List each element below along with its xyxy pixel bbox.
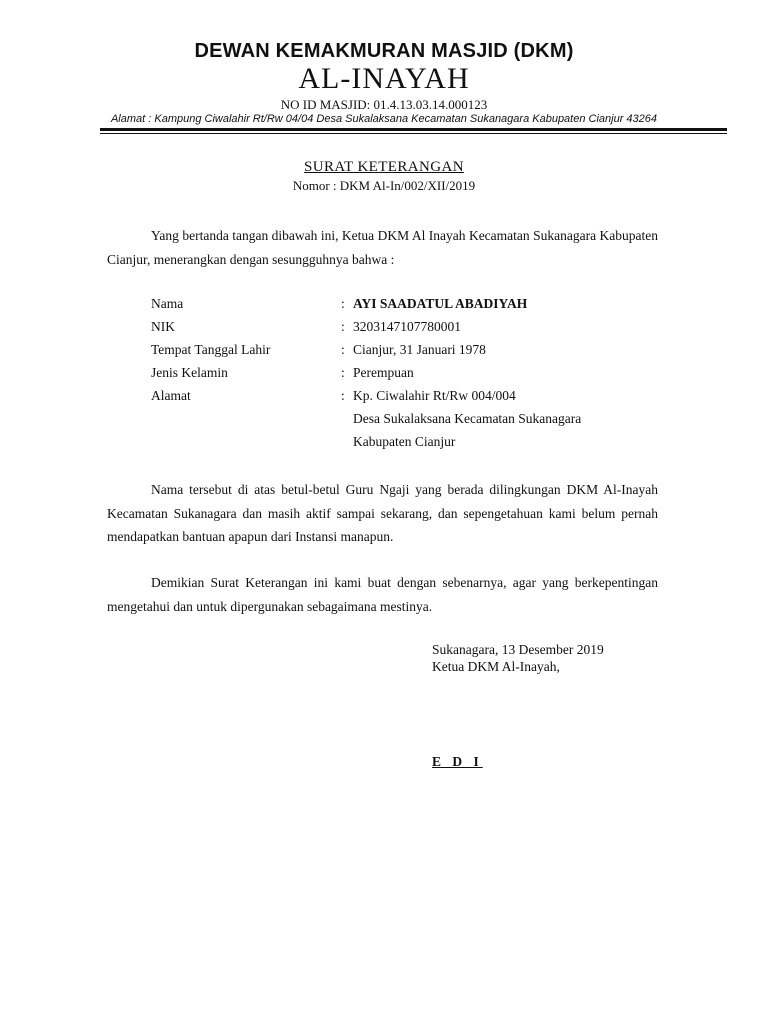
header-divider-thick	[100, 128, 727, 131]
field-value-birth: Cianjur, 31 Januari 1978	[353, 342, 486, 357]
field-colon: :	[341, 365, 345, 380]
letter-title: SURAT KETERANGAN	[304, 159, 464, 175]
field-label-address: Alamat	[151, 388, 191, 403]
org-name: DEWAN KEMAKMURAN MASJID (DKM)	[194, 40, 574, 62]
field-colon: :	[341, 296, 345, 311]
field-value-address-line2: Desa Sukalaksana Kecamatan Sukanagara	[353, 411, 582, 426]
field-label-gender: Jenis Kelamin	[151, 365, 228, 380]
mosque-name: AL-INAYAH	[298, 62, 470, 95]
mosque-address: Alamat : Kampung Ciwalahir Rt/Rw 04/04 Desa Sukalaksana Kecamatan Sukanagara Kabupaten Cianjur 43264	[110, 113, 658, 125]
mosque-id: NO ID MASJID: 01.4.13.03.14.000123	[280, 97, 488, 112]
field-value-name: AYI SAADATUL ABADIYAH	[353, 296, 528, 311]
intro-paragraph: Yang bertanda tangan dibawah ini, Ketua DKM Al Inayah Kecamatan Sukanagara Kabupaten Cianjur, menerangkan dengan sesungguhnya bahwa :	[107, 228, 658, 267]
signature-place-date: Sukanagara, 13 Desember 2019	[432, 642, 604, 657]
field-colon: :	[341, 319, 345, 334]
body-paragraph-2: Demikian Surat Keterangan ini kami buat dengan sebenarnya, agar yang berkepentingan mengetahui dan untuk dipergunakan sebagaimana mestinya.	[107, 575, 658, 614]
field-label-nik: NIK	[151, 319, 175, 334]
body-paragraph-1: Nama tersebut di atas betul-betul Guru Ngaji yang berada dilingkungan DKM Al-Inayah Kecamatan Sukanagara dan masih aktif sampai sekarang, dan sepengetahuan kami belum pernah mendapatkan bantuan apapun dari Instansi manapun.	[107, 482, 658, 544]
header-divider-thin	[100, 133, 727, 134]
field-value-address: Kp. Ciwalahir Rt/Rw 004/004	[353, 388, 516, 403]
field-colon: :	[341, 342, 345, 357]
field-value-gender: Perempuan	[353, 365, 414, 380]
letter-number: Nomor : DKM Al-In/002/XII/2019	[292, 178, 476, 193]
field-value-nik: 3203147107780001	[353, 319, 461, 334]
field-value-address-line3: Kabupaten Cianjur	[353, 434, 456, 449]
signature-position: Ketua DKM Al-Inayah,	[432, 659, 560, 674]
field-label-name: Nama	[151, 296, 184, 311]
field-label-birth: Tempat Tanggal Lahir	[151, 342, 271, 357]
field-colon: :	[341, 388, 345, 403]
signer-name: E D I	[432, 754, 483, 769]
